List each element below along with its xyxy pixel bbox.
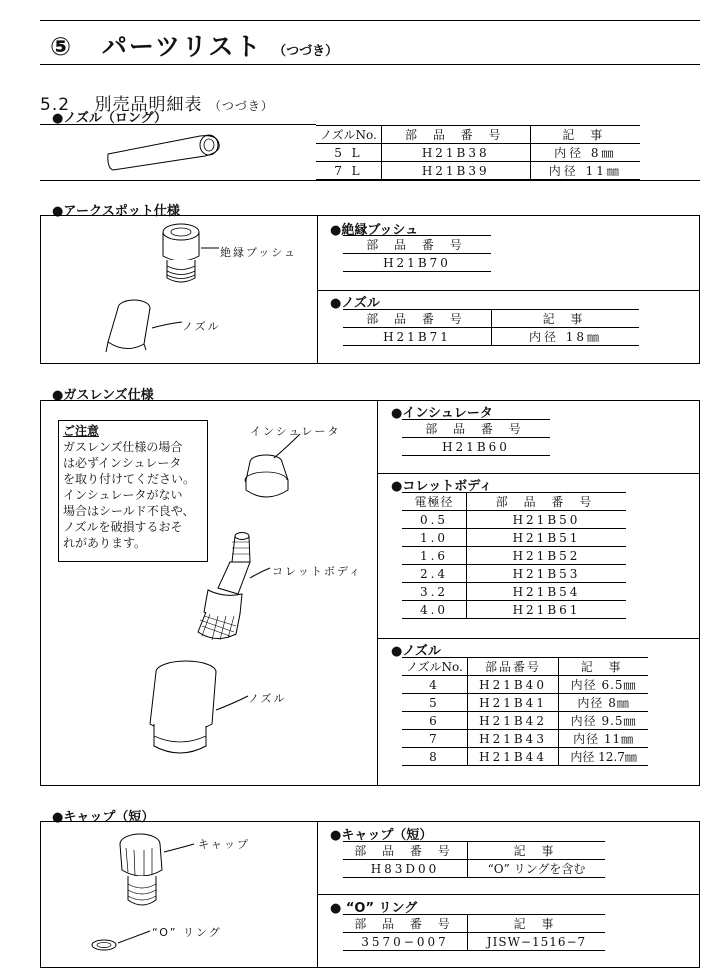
col-header: 記 事 [468, 842, 606, 860]
cell: H21B51 [467, 529, 627, 547]
cell: H21B60 [402, 438, 550, 456]
gas-lens-nozzle-illustration [140, 660, 260, 760]
table-row [402, 547, 626, 565]
table-row [402, 676, 648, 694]
section-arc-spot: ●アークスポット仕様 [52, 204, 180, 219]
table-row [316, 162, 640, 180]
cell: H21B41 [467, 694, 558, 712]
o-ring-table [343, 914, 605, 951]
col-header: 部 品 番 号 [343, 310, 492, 328]
label-o-ring: “O” リング [152, 926, 222, 939]
col-header: 部 品 番 号 [343, 236, 491, 254]
col-header: 記 事 [530, 126, 640, 144]
cell: 1.0 [402, 529, 467, 547]
cell: 3570−007 [343, 933, 468, 951]
table-row [402, 529, 626, 547]
subsection-number: 5.2 [40, 95, 71, 115]
bush-table [343, 235, 491, 272]
o-ring-illustration [88, 925, 158, 955]
cell: 5 [402, 694, 467, 712]
col-header: 部 品 番 号 [402, 420, 550, 438]
gas-lens-nozzle-title: ●ノズル [391, 644, 441, 659]
table-row [343, 254, 491, 272]
section-number: ⑤ [50, 32, 74, 61]
cell: 内径 18㎜ [492, 328, 640, 346]
arc-nozzle-illustration [100, 298, 190, 358]
col-header: 記 事 [492, 310, 640, 328]
table-row [402, 748, 648, 766]
table-row [402, 438, 550, 456]
label-insulator: インシュレータ [250, 425, 341, 438]
cell: 内径 8㎜ [559, 694, 648, 712]
cell: 内径 11㎜ [559, 730, 648, 748]
caution-title: ご注意 [63, 424, 100, 438]
header-top-rule [40, 20, 700, 21]
label-insulating-bush: 絶縁ブッシュ [220, 246, 298, 259]
long-nozzle-illustration [105, 130, 225, 175]
nozzle-long-table [316, 125, 640, 180]
section-cap: ●キャップ（短） [52, 810, 155, 825]
table-row [343, 933, 605, 951]
col-header: ノズルNo. [316, 126, 381, 144]
col-header: 部 品 番 号 [343, 842, 468, 860]
caution-line: は必ずインシュレータ [63, 456, 182, 470]
cell: H21B71 [343, 328, 492, 346]
cell: H21B38 [381, 144, 530, 162]
collet-body-illustration [190, 528, 280, 646]
divider [40, 124, 316, 125]
cell: JISW−1516−7 [468, 933, 606, 951]
cell: 7 L [316, 162, 381, 180]
insulator-table [402, 419, 550, 456]
divider [317, 894, 700, 895]
cell: 7 [402, 730, 467, 748]
caution-line: ガスレンズ仕様の場合 [63, 440, 183, 454]
cell: “O” リングを含む [468, 860, 606, 878]
cell: H21B61 [467, 601, 627, 619]
caution-line: を取り付けてください。 [63, 472, 196, 486]
cell: 内径 8㎜ [530, 144, 640, 162]
cell: 1.6 [402, 547, 467, 565]
cell: H21B44 [467, 748, 558, 766]
insulator-title: ●インシュレータ [391, 406, 493, 421]
divider [377, 638, 700, 639]
cell: 6 [402, 712, 467, 730]
caution-line: インシュレータがない [63, 488, 183, 502]
insulator-illustration [238, 440, 318, 510]
cell: H21B52 [467, 547, 627, 565]
table-row [402, 601, 626, 619]
insulating-bush-illustration [135, 222, 220, 290]
col-header: 記 事 [468, 915, 606, 933]
cell: 内径 6.5㎜ [559, 676, 648, 694]
cell: 8 [402, 748, 467, 766]
col-header: 記 事 [559, 658, 648, 676]
cell: 3.2 [402, 583, 467, 601]
cell: H21B42 [467, 712, 558, 730]
table-row [402, 565, 626, 583]
label-gas-lens-nozzle: ノズル [248, 692, 287, 705]
label-arc-nozzle: ノズル [182, 320, 221, 333]
cap-title: ●キャップ（短） [330, 828, 433, 843]
cell: H83D00 [343, 860, 468, 878]
gas-lens-nozzle-table [402, 657, 648, 766]
arc-nozzle-table [343, 309, 639, 346]
cell: 2.4 [402, 565, 467, 583]
divider [377, 400, 378, 786]
collet-table [402, 492, 626, 619]
collet-title: ●コレットボディ [391, 479, 493, 494]
subsection-text: 別売品明細表 [94, 95, 203, 115]
cell: 内径 11㎜ [530, 162, 640, 180]
cap-table [343, 841, 605, 878]
page-title [50, 27, 338, 63]
table-row [402, 730, 648, 748]
col-header: ノズルNo. [402, 658, 467, 676]
cell: H21B53 [467, 565, 627, 583]
table-row [402, 511, 626, 529]
cell: 5 L [316, 144, 381, 162]
col-header: 部 品 番 号 [343, 915, 468, 933]
caution-line: れがあります。 [63, 536, 147, 550]
bush-title: ●絶縁ブッシュ [330, 223, 419, 238]
col-header: 電極径 [402, 493, 467, 511]
cell: 0.5 [402, 511, 467, 529]
table-row [343, 860, 605, 878]
table-row [343, 328, 639, 346]
divider [377, 473, 700, 474]
cell: H21B54 [467, 583, 627, 601]
col-header: 部 品 番 号 [467, 493, 627, 511]
caution-line: 場合はシールド不良や、 [63, 504, 195, 518]
cell: 内径 12.7㎜ [559, 748, 648, 766]
label-collet-body: コレットボディ [272, 565, 363, 578]
arc-nozzle-title: ●ノズル [330, 296, 380, 311]
caution-line: ノズルを破損するおそ [63, 520, 183, 534]
label-cap: キャップ [198, 838, 250, 851]
divider [317, 290, 700, 291]
col-header: 部品番号 [467, 658, 558, 676]
table-row [402, 583, 626, 601]
header-bottom-rule [40, 64, 700, 65]
caution-note [58, 420, 208, 562]
cell: 4.0 [402, 601, 467, 619]
cell: H21B70 [343, 254, 491, 272]
cell: H21B50 [467, 511, 627, 529]
divider [40, 180, 700, 181]
title-text: パーツリスト [101, 32, 263, 61]
section-nozzle-long: ●ノズル（ロング） [52, 111, 167, 126]
table-row [402, 694, 648, 712]
table-row [402, 712, 648, 730]
cell: H21B39 [381, 162, 530, 180]
o-ring-title: ● “O” リング [330, 901, 418, 916]
cell: H21B43 [467, 730, 558, 748]
cell: 内径 9.5㎜ [559, 712, 648, 730]
cell: 4 [402, 676, 467, 694]
title-suffix: （つづき） [273, 44, 339, 59]
table-row [316, 144, 640, 162]
cell: H21B40 [467, 676, 558, 694]
subsection-suffix: （つづき） [208, 99, 274, 113]
section-gas-lens: ●ガスレンズ仕様 [52, 388, 154, 403]
col-header: 部 品 番 号 [381, 126, 530, 144]
